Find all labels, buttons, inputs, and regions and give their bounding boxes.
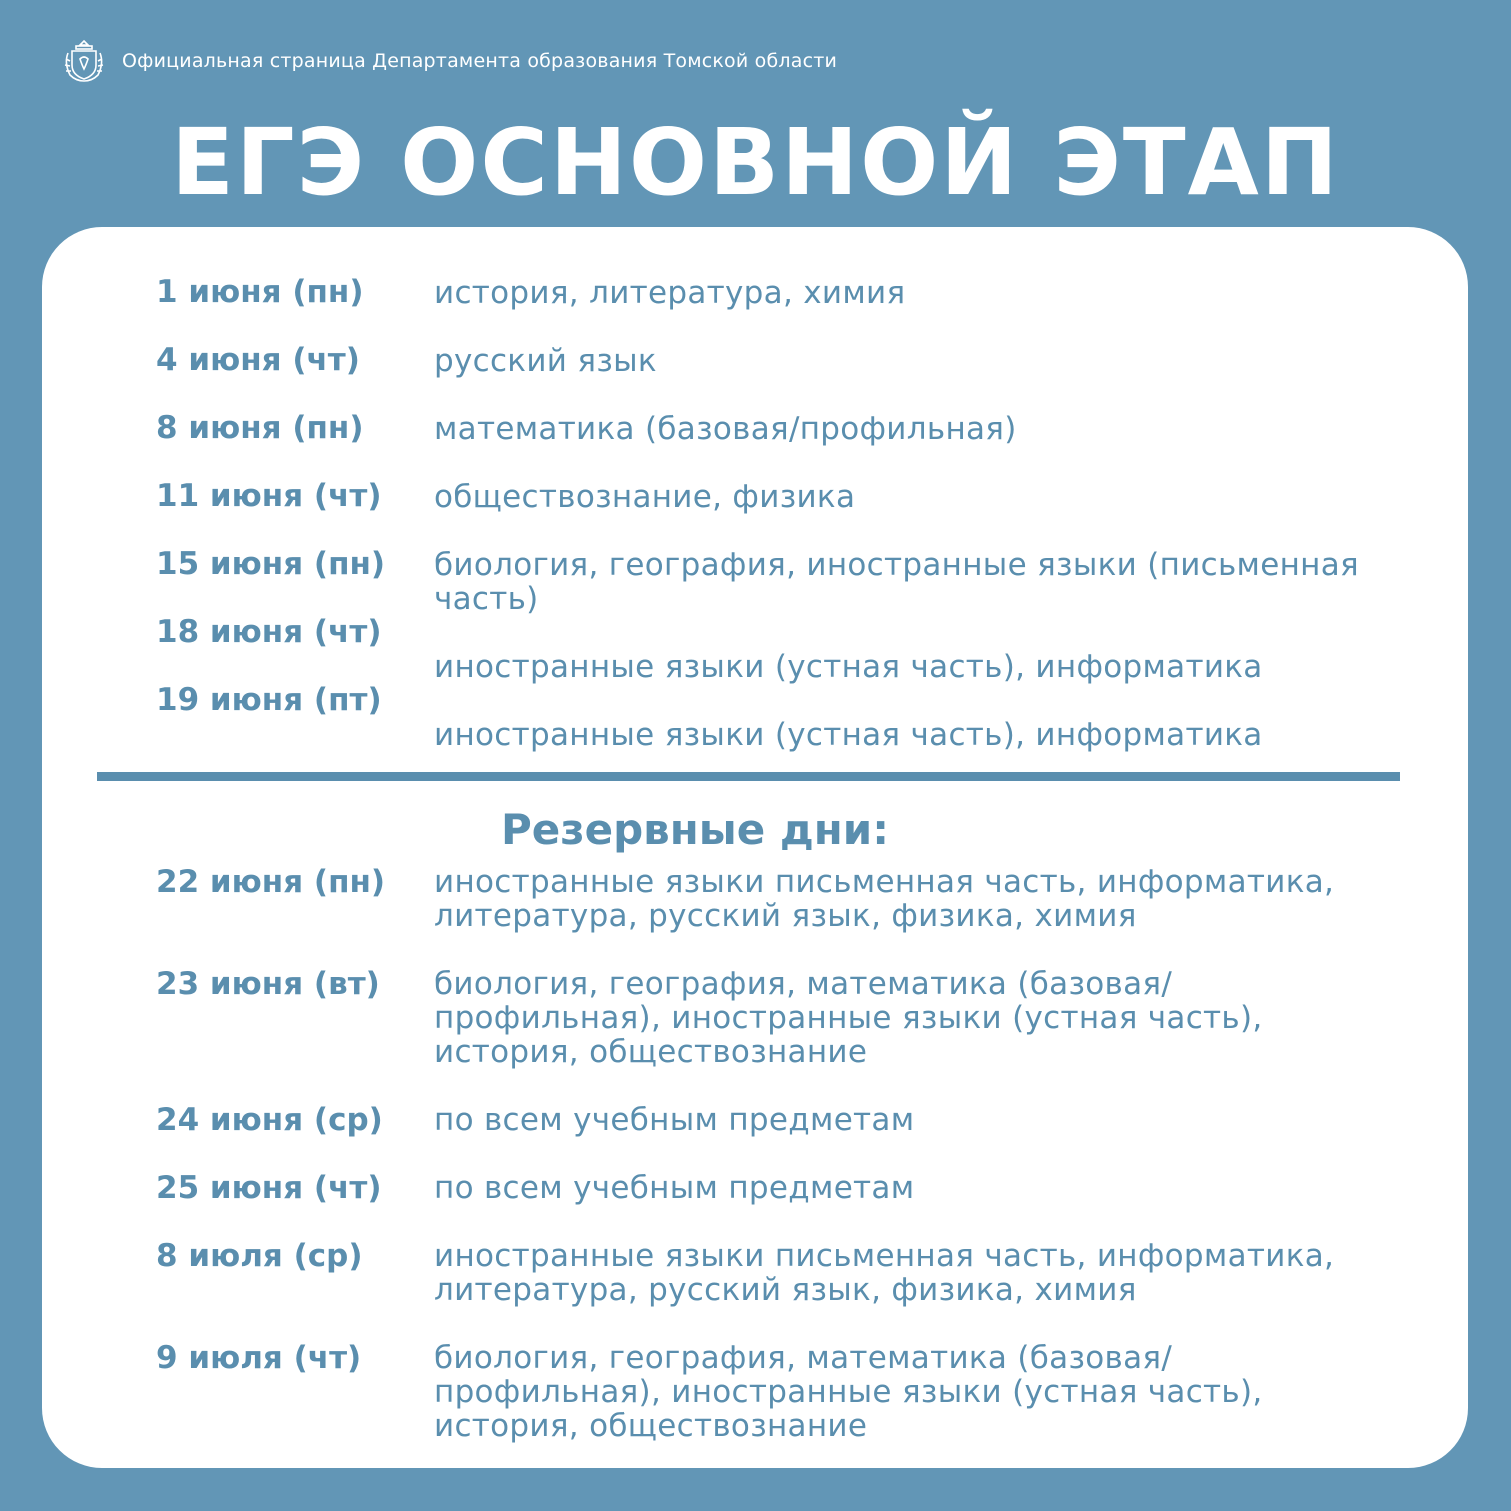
main-subject: история, литература, химия [434, 275, 906, 311]
main-date: 18 июня (чт) [156, 614, 382, 650]
reserve-date: 22 июня (пн) [156, 864, 386, 900]
reserve-date: 9 июля (чт) [156, 1340, 362, 1376]
main-subject: математика (базовая/профильная) [434, 411, 1017, 447]
reserve-date: 23 июня (вт) [156, 966, 380, 1002]
reserve-date: 8 июля (ср) [156, 1238, 363, 1274]
main-date: 1 июня (пн) [156, 274, 364, 310]
main-subject: иностранные языки (устная часть), информатика [434, 717, 1263, 753]
schedule-card [42, 227, 1468, 1468]
main-subject: русский язык [434, 343, 657, 379]
header-text: Официальная страница Департамента образования Томской области [122, 50, 838, 72]
reserve-date: 25 июня (чт) [156, 1170, 382, 1206]
main-subject: обществознание, физика [434, 479, 856, 515]
reserve-subjects: иностранные языки письменная часть, информатика, литература, русский язык, физика, химия [434, 1238, 1335, 1308]
main-date: 4 июня (чт) [156, 342, 360, 378]
main-subject: иностранные языки (устная часть), информатика [434, 649, 1263, 685]
header [60, 38, 837, 84]
main-date: 11 июня (чт) [156, 478, 382, 514]
main-date: 8 июня (пн) [156, 410, 364, 446]
reserve-subjects: иностранные языки письменная часть, информатика, литература, русский язык, физика, химия [434, 864, 1335, 934]
reserve-subjects: по всем учебным предметам [434, 1170, 915, 1206]
reserve-subjects: биология, география, математика (базовая/ профильная), иностранные языки (устная часть), история, обществознание [434, 966, 1263, 1070]
main-date: 15 июня (пн) [156, 546, 386, 582]
main-subject: биология, география, иностранные языки (письменная часть) [434, 547, 1359, 617]
section-divider [97, 772, 1400, 781]
crest-logo-icon [60, 37, 108, 85]
reserve-subjects: по всем учебным предметам [434, 1102, 915, 1138]
reserve-heading: Резервные дни: [500, 805, 890, 854]
reserve-date: 24 июня (ср) [156, 1102, 383, 1138]
reserve-subjects: биология, география, математика (базовая/ профильная), иностранные языки (устная часть), история, обществознание [434, 1340, 1263, 1444]
page-title: ЕГЭ ОСНОВНОЙ ЭТАП [171, 109, 1340, 216]
main-date: 19 июня (пт) [156, 682, 382, 718]
